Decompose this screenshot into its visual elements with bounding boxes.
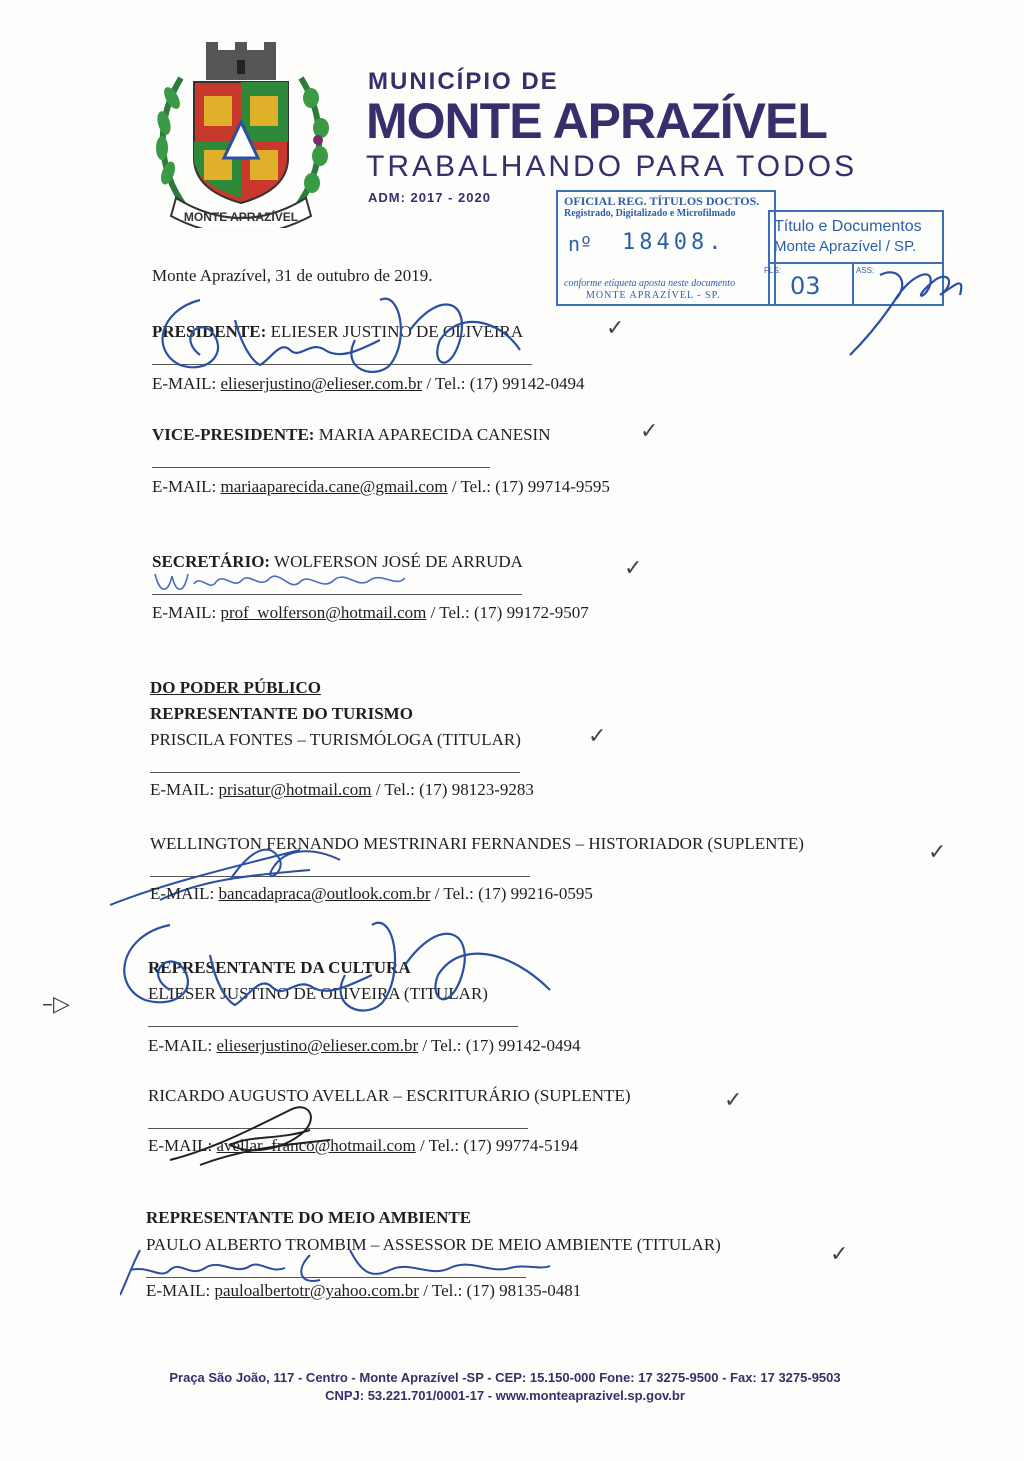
title-stamp-ass-label: ASS: — [856, 266, 875, 275]
title-stamp — [764, 210, 944, 306]
title-stamp-ass-box — [854, 262, 942, 304]
check-icon: ✓ — [588, 724, 607, 749]
check-icon: ✓ — [606, 316, 625, 341]
footer-address: Praça São João, 117 - Centro - Monte Aprazível -SP - CEP: 15.150-000 Fone: 17 3275-9500 - Fax: 17 3275-9503 — [169, 1370, 841, 1385]
vice-contact — [152, 477, 610, 497]
secretario-tel: / Tel.: (17) 99172-9507 — [430, 603, 589, 622]
turismo-suplente-tel: / Tel.: (17) 99216-0595 — [434, 884, 593, 903]
title-stamp-fls-box — [764, 262, 854, 304]
secretario-line — [152, 552, 523, 572]
meio-ambiente-titular: PAULO ALBERTO TROMBIM – ASSESSOR DE MEIO AMBIENTE (TITULAR) — [146, 1235, 721, 1254]
presidente-role: PRESIDENTE: — [152, 322, 267, 341]
turismo-titular-tel: / Tel.: (17) 98123-9283 — [375, 780, 534, 799]
turismo-titular: PRISCILA FONTES – TURISMÓLOGA (TITULAR) — [150, 730, 521, 749]
presidente-contact — [152, 374, 584, 394]
vice-tel: / Tel.: (17) 99714-9595 — [451, 477, 610, 496]
registry-stamp-no-label: nº — [568, 232, 593, 256]
vice-email[interactable]: mariaaparecida.cane@gmail.com — [220, 477, 448, 496]
heading-cultura: REPRESENTANTE DA CULTURA — [148, 958, 411, 977]
email-label: E-MAIL: — [150, 780, 215, 799]
registry-stamp-number: 18408. — [622, 230, 726, 255]
signature-line — [150, 876, 530, 877]
header-municipio: MUNICÍPIO DE — [368, 68, 559, 95]
secretario-email[interactable]: prof_wolferson@hotmail.com — [220, 603, 427, 622]
email-label: E-MAIL: — [148, 1136, 213, 1155]
presidente-tel: / Tel.: (17) 99142-0494 — [426, 374, 585, 393]
footer-cnpj: CNPJ: 53.221.701/0001-17 - www.monteaprazivel.sp.gov.br — [325, 1388, 685, 1403]
registry-stamp-line3: conforme etiqueta aposta neste documento — [564, 278, 736, 289]
cultura-suplente-tel: / Tel.: (17) 99774-5194 — [420, 1136, 579, 1155]
vice-line — [152, 425, 550, 445]
presidente-email[interactable]: elieserjustino@elieser.com.br — [220, 374, 423, 393]
presidente-line — [152, 322, 523, 342]
turismo-titular-email[interactable]: prisatur@hotmail.com — [218, 780, 372, 799]
registry-stamp-line2: Registrado, Digitalizado e Microfilmado — [564, 208, 736, 219]
signature-line — [148, 1128, 528, 1129]
section-heading-poder-publico: DO PODER PÚBLICO — [150, 678, 321, 697]
cultura-titular-contact — [148, 1036, 580, 1056]
email-label: E-MAIL: — [146, 1281, 211, 1300]
header-slogan: TRABALHANDO PARA TODOS — [366, 150, 858, 183]
header-city-name: MONTE APRAZÍVEL — [366, 93, 827, 149]
cultura-titular: ELIESER JUSTINO DE OLIVEIRA (TITULAR) — [148, 984, 488, 1003]
signature-line — [152, 364, 532, 365]
date-line: Monte Aprazível, 31 de outubro de 2019. — [152, 266, 433, 285]
email-label: E-MAIL: — [152, 603, 217, 622]
check-icon: ✓ — [928, 840, 947, 865]
meio-ambiente-titular-email[interactable]: pauloalbertotr@yahoo.com.br — [214, 1281, 419, 1300]
title-stamp-line1: Título e Documentos — [774, 218, 922, 235]
signature-line — [148, 1026, 518, 1027]
registry-stamp — [556, 190, 776, 306]
secretario-name: WOLFERSON JOSÉ DE ARRUDA — [274, 552, 523, 571]
crest-ribbon-text: MONTE APRAZÍVEL — [183, 210, 299, 224]
check-icon: ✓ — [724, 1088, 743, 1113]
signature-line — [152, 594, 522, 595]
cultura-titular-email[interactable]: elieserjustino@elieser.com.br — [216, 1036, 419, 1055]
signature-line — [150, 772, 520, 773]
check-icon: ✓ — [640, 419, 659, 444]
meio-ambiente-titular-tel: / Tel.: (17) 98135-0481 — [423, 1281, 582, 1300]
secretario-role: SECRETÁRIO: — [152, 552, 271, 571]
presidente-name: ELIESER JUSTINO DE OLIVEIRA — [270, 322, 524, 341]
secretario-contact — [152, 603, 589, 623]
crest-icon — [146, 38, 336, 228]
heading-meio-ambiente: REPRESENTANTE DO MEIO AMBIENTE — [146, 1208, 472, 1227]
signature-line — [152, 467, 490, 468]
turismo-titular-contact — [150, 780, 534, 800]
vice-name: MARIA APARECIDA CANESIN — [318, 425, 551, 444]
header-adm: ADM: 2017 - 2020 — [368, 190, 491, 205]
check-icon: ✓ — [830, 1242, 849, 1267]
heading-turismo: REPRESENTANTE DO TURISMO — [150, 704, 413, 723]
arrow-icon: –▷ — [42, 992, 70, 1017]
signature-line — [146, 1277, 526, 1278]
registry-stamp-line1: OFICIAL REG. TÍTULOS DOCTOS. — [564, 194, 760, 208]
turismo-suplente-email[interactable]: bancadapraca@outlook.com.br — [218, 884, 431, 903]
email-label: E-MAIL: — [150, 884, 215, 903]
cultura-suplente: RICARDO AUGUSTO AVELLAR – ESCRITURÁRIO (SUPLENTE) — [148, 1086, 631, 1105]
meio-ambiente-titular-contact — [146, 1281, 581, 1301]
registry-stamp-line4: MONTE APRAZÍVEL - SP. — [586, 290, 721, 301]
cultura-suplente-contact — [148, 1136, 578, 1156]
email-label: E-MAIL: — [148, 1036, 213, 1055]
turismo-suplente-contact — [150, 884, 593, 904]
cultura-suplente-email[interactable]: avellar_franco@hotmail.com — [216, 1136, 416, 1155]
email-label: E-MAIL: — [152, 374, 217, 393]
turismo-suplente: WELLINGTON FERNANDO MESTRINARI FERNANDES – HISTORIADOR (SUPLENTE) — [150, 834, 804, 853]
email-label: E-MAIL: — [152, 477, 217, 496]
title-stamp-fls-value: 03 — [790, 272, 821, 300]
title-stamp-line2: Monte Aprazível / SP. — [774, 238, 917, 255]
vice-role: VICE-PRESIDENTE: — [152, 425, 315, 444]
check-icon: ✓ — [624, 556, 643, 581]
title-stamp-fls-label: FLS: — [764, 266, 781, 275]
cultura-titular-tel: / Tel.: (17) 99142-0494 — [422, 1036, 581, 1055]
